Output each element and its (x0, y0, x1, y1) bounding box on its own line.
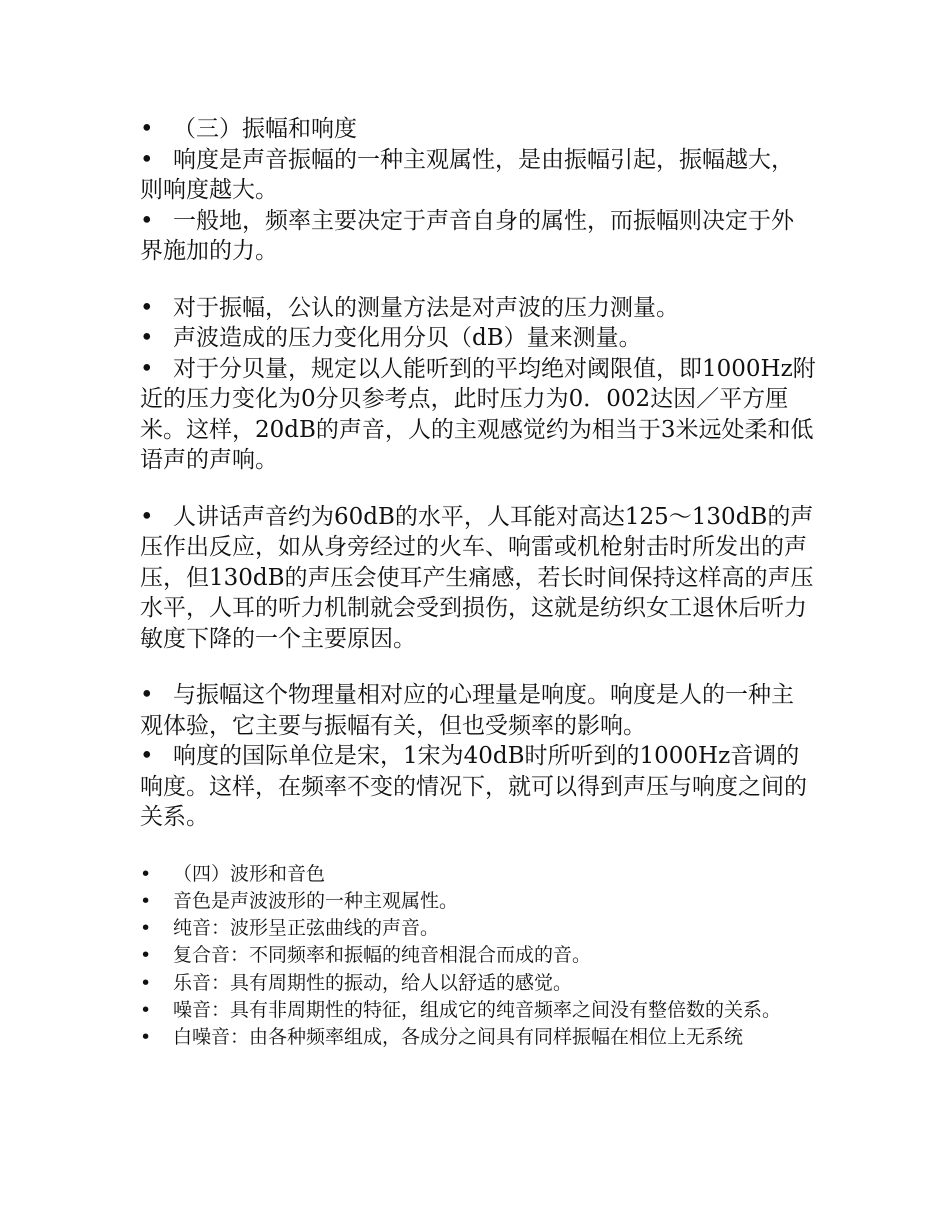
section-loudness (140, 680, 816, 833)
section-timbre (140, 861, 816, 1052)
bullet-paragraph (140, 680, 816, 741)
spacer (140, 476, 816, 502)
paragraph-text: • 复合音：不同频率和振幅的纯音相混合而成的音。 (173, 944, 592, 967)
paragraph-text: • 乐音：具有周期性的振动，给人以舒适的感觉。 (173, 971, 573, 994)
bullet-paragraph (140, 1024, 816, 1051)
paragraph-text: • （四）波形和音色 (173, 862, 326, 885)
paragraph-text: • 白噪音：由各种频率组成，各成分之间具有同样振幅在相位上无系统 (173, 1026, 744, 1049)
spacer (140, 654, 816, 680)
paragraph-text: • 纯音：波形呈正弦曲线的声音。 (173, 917, 440, 940)
bullet-paragraph (140, 206, 816, 267)
spacer (140, 267, 816, 293)
bullet-paragraph (140, 293, 816, 324)
bullet-paragraph (140, 145, 816, 206)
paragraph-text: • 噪音：具有非周期性的特征，组成它的纯音频率之间没有整倍数的关系。 (173, 998, 782, 1021)
paragraph-text: • 音色是声波波形的一种主观属性。 (173, 889, 459, 912)
paragraph-text: • 对于振幅，公认的测量方法是对声波的压力测量。 (173, 294, 679, 321)
section-amplitude (140, 114, 816, 267)
spacer (140, 833, 816, 861)
bullet-paragraph (140, 997, 816, 1024)
paragraph-text: • 一般地，频率主要决定于声音自身的属性，而振幅则决定于外界施加的力。 (140, 207, 794, 264)
section-speech (140, 502, 816, 655)
bullet-paragraph (140, 354, 816, 476)
paragraph-text: • 声波造成的压力变化用分贝（dB）量来测量。 (173, 325, 642, 351)
bullet-paragraph (140, 114, 816, 145)
paragraph-text: • （三）振幅和响度 (173, 116, 357, 142)
bullet-paragraph (140, 861, 816, 888)
paragraph-text: • 响度的国际单位是宋，1宋为40dB时所听到的1000Hz音调的响度。这样，在频率不变的情况下，就可以得到声压与响度之间的关系。 (140, 743, 807, 830)
bullet-paragraph (140, 915, 816, 942)
paragraph-text: • 对于分贝量，规定以人能听到的平均绝对阈限值，即1000Hz附近的压力变化为0分贝参考点，此时压力为0．002达因／平方厘米。这样，20dB的声音，人的主观感觉约为相当于3米远处柔和低语声的声响。 (140, 355, 816, 473)
bullet-paragraph (140, 942, 816, 969)
bullet-paragraph (140, 502, 816, 655)
bullet-paragraph (140, 741, 816, 833)
paragraph-text: • 人讲话声音约为60dB的水平，人耳能对高达125～130dB的声压作出反应，如从身旁经过的火车、响雷或机枪射击时所发出的声压，但130dB的声压会使耳产生痛感，若长时间保持这样高的声压水平，人耳的听力机制就会受到损伤，这就是纺织女工退休后听力敏度下降的一个主要原因。 (140, 503, 814, 652)
document-body (140, 114, 816, 1052)
paragraph-text: • 与振幅这个物理量相对应的心理量是响度。响度是人的一种主观体验，它主要与振幅有关，但也受频率的影响。 (140, 682, 794, 739)
bullet-paragraph (140, 323, 816, 354)
bullet-paragraph (140, 970, 816, 997)
paragraph-text: • 响度是声音振幅的一种主观属性，是由振幅引起，振幅越大，则响度越大。 (140, 146, 794, 203)
bullet-paragraph (140, 888, 816, 915)
section-measurement (140, 293, 816, 476)
